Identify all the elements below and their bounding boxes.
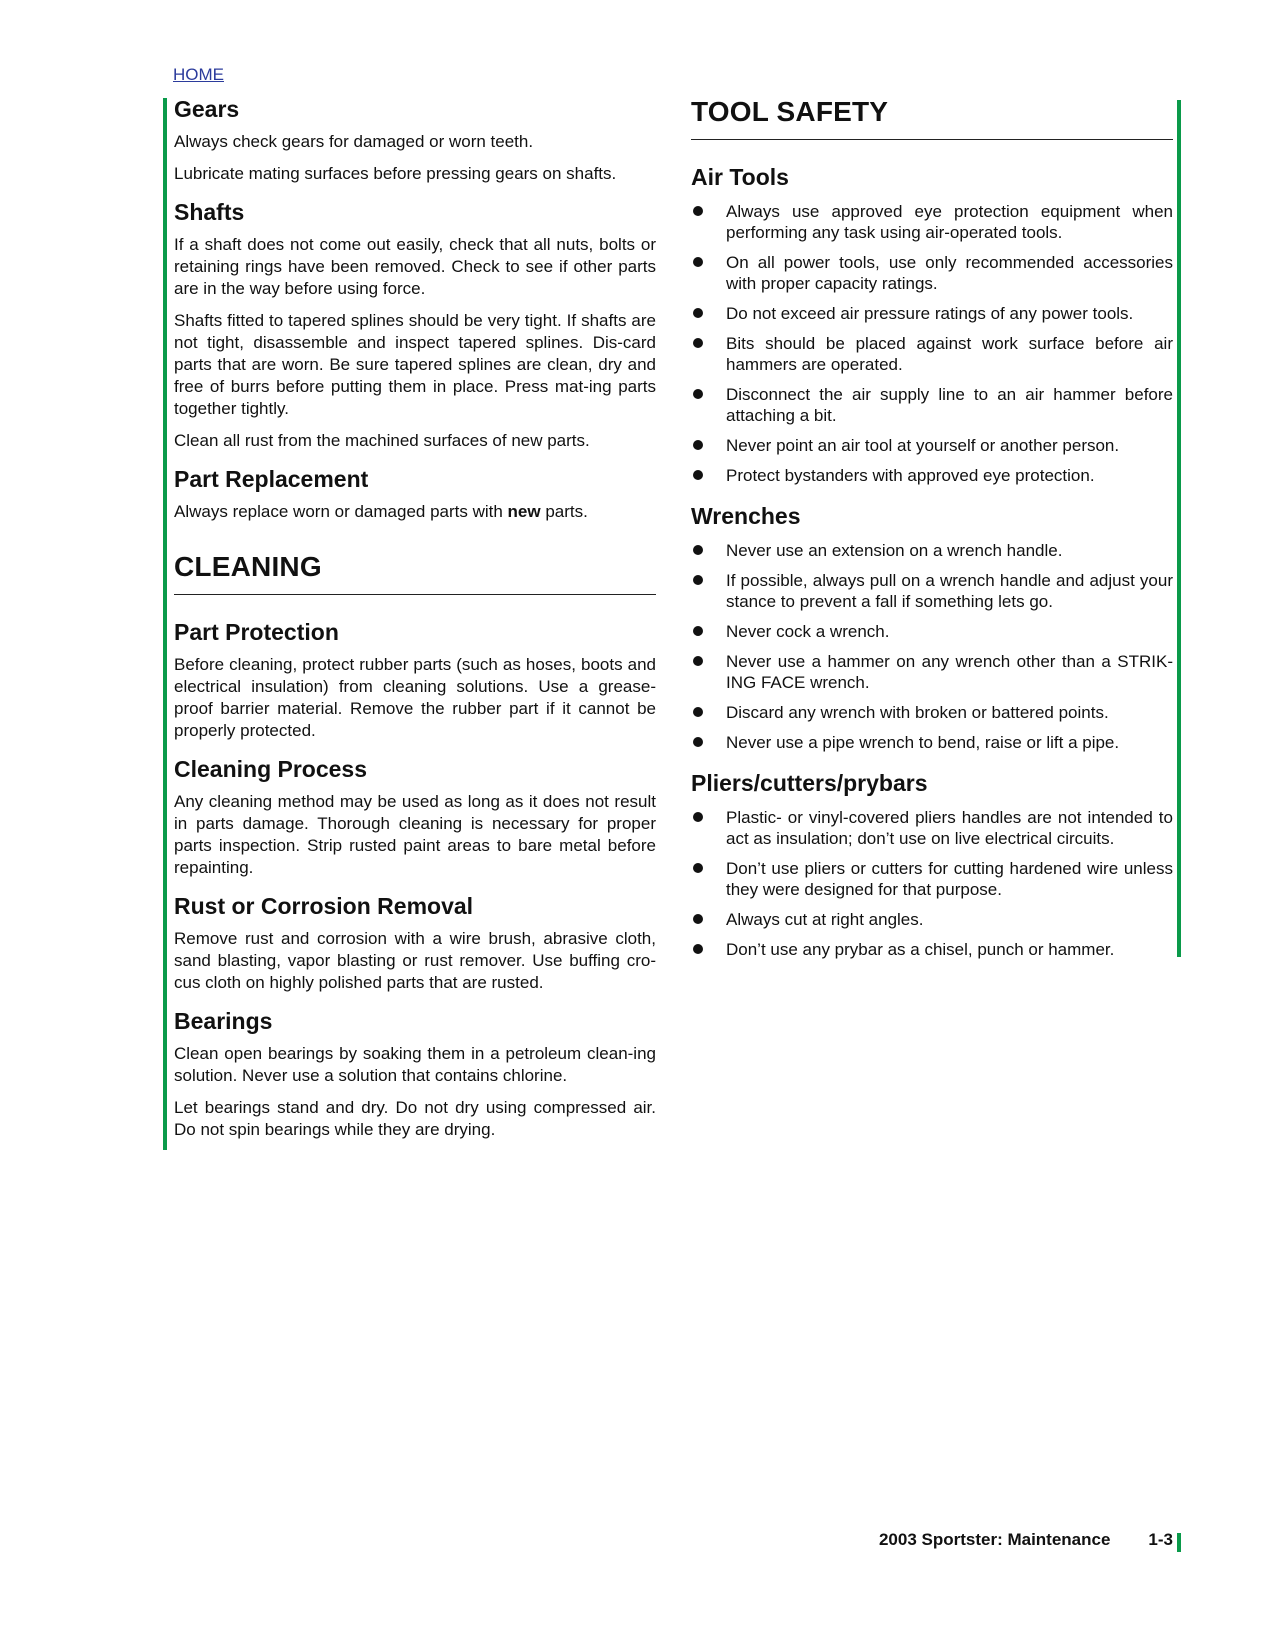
list-item: Plastic- or vinyl-covered pliers handles are not intended to act as insulation; don’t use on live electrical circuits.: [691, 807, 1173, 849]
gears-text-1: Always check gears for damaged or worn teeth.: [174, 132, 534, 151]
right-column: [691, 96, 1173, 969]
tool-safety-heading: TOOL SAFETY: [691, 96, 1173, 140]
wrenches-list: [691, 540, 1173, 753]
air-tools-heading: Air Tools: [691, 164, 789, 190]
cleaning-heading: CLEANING: [174, 551, 656, 595]
cleaning-process-text: Any cleaning method may be used as long as it does not result in parts damage. Thorough cleaning is necessary for proper parts inspection. Strip rusted paint areas to bare metal before repainting.: [174, 792, 656, 877]
list-item: If possible, always pull on a wrench handle and adjust your stance to prevent a fall if something lets go.: [691, 570, 1173, 612]
bullet-icon: [693, 944, 703, 954]
list-item: Bits should be placed against work surface before air hammers are operated.: [691, 333, 1173, 375]
right-change-bar: [1177, 100, 1181, 957]
bullet-icon: [693, 656, 703, 666]
bullet-icon: [693, 707, 703, 717]
rust-removal-text: Remove rust and corrosion with a wire brush, abrasive cloth, sand blasting, vapor blasting or rust remover. Use buffing cro-cus cloth on highly polished parts that are rusted.: [174, 929, 656, 992]
list-item: Don’t use pliers or cutters for cutting hardened wire unless they were designed for that purpose.: [691, 858, 1173, 900]
list-item: Discard any wrench with broken or battered points.: [691, 702, 1173, 723]
gears-text-2: Lubricate mating surfaces before pressing gears on shafts.: [174, 164, 617, 183]
bullet-icon: [693, 914, 703, 924]
bullet-icon: [693, 389, 703, 399]
bullet-icon: [693, 440, 703, 450]
pliers-list: [691, 807, 1173, 960]
bullet-icon: [693, 206, 703, 216]
list-item: Never use an extension on a wrench handle.: [691, 540, 1173, 561]
part-protection-heading: Part Protection: [174, 619, 339, 645]
bullet-icon: [693, 545, 703, 555]
left-change-bar: [163, 98, 167, 1150]
shafts-text-3: Clean all rust from the machined surfaces of new parts.: [174, 431, 590, 450]
bullet-icon: [693, 308, 703, 318]
list-item: On all power tools, use only recommended accessories with proper capacity ratings.: [691, 252, 1173, 294]
page-number: 1-3: [1148, 1530, 1173, 1549]
bearings-text-1: Clean open bearings by soaking them in a petroleum clean-ing solution. Never use a solution that contains chlorine.: [174, 1044, 656, 1085]
bullet-icon: [693, 863, 703, 873]
wrenches-heading: Wrenches: [691, 503, 801, 529]
gears-heading: Gears: [174, 96, 240, 122]
part-protection-text: Before cleaning, protect rubber parts (such as hoses, boots and electrical insulation) from cleaning solutions. Use a grease-proof barrier material. Remove the rubber part if it cannot be properly protected.: [174, 655, 656, 740]
list-item: Do not exceed air pressure ratings of any power tools.: [691, 303, 1173, 324]
list-item: Never use a hammer on any wrench other than a STRIK-ING FACE wrench.: [691, 651, 1173, 693]
bullet-icon: [693, 338, 703, 348]
air-tools-list: [691, 201, 1173, 486]
page-footer: [879, 1530, 1173, 1550]
part-replacement-text: Always replace worn or damaged parts with new parts.: [174, 502, 588, 521]
bullet-icon: [693, 626, 703, 636]
left-column: [174, 96, 656, 1151]
footer-title: 2003 Sportster: Maintenance: [878, 1530, 1111, 1549]
pliers-heading: Pliers/cutters/prybars: [691, 770, 928, 796]
bullet-icon: [693, 575, 703, 585]
bullet-icon: [693, 737, 703, 747]
list-item: Always cut at right angles.: [691, 909, 1173, 930]
list-item: Never cock a wrench.: [691, 621, 1173, 642]
bullet-icon: [693, 257, 703, 267]
part-replacement-heading: Part Replacement: [174, 466, 369, 492]
rust-removal-heading: Rust or Corrosion Removal: [174, 893, 474, 919]
list-item: Never use a pipe wrench to bend, raise or lift a pipe.: [691, 732, 1173, 753]
list-item: Always use approved eye protection equipment when performing any task using air-operated tools.: [691, 201, 1173, 243]
home-link[interactable]: HOME: [173, 65, 224, 84]
list-item: Protect bystanders with approved eye protection.: [691, 465, 1173, 486]
shafts-heading: Shafts: [174, 199, 245, 225]
list-item: Don’t use any prybar as a chisel, punch or hammer.: [691, 939, 1173, 960]
list-item: Never point an air tool at yourself or another person.: [691, 435, 1173, 456]
footer-change-bar: [1177, 1533, 1181, 1552]
bullet-icon: [693, 470, 703, 480]
list-item: Disconnect the air supply line to an air hammer before attaching a bit.: [691, 384, 1173, 426]
bearings-heading: Bearings: [174, 1008, 273, 1034]
shafts-text-2: Shafts fitted to tapered splines should be very tight. If shafts are not tight, disassemble and inspect tapered splines. Dis-card parts that are worn. Be sure tapered splines are clean, dry and free of burrs before putting them in place. Press mat-ing parts together tightly.: [174, 311, 656, 418]
shafts-text-1: If a shaft does not come out easily, check that all nuts, bolts or retaining rings have been removed. Check to see if other parts are in the way before using force.: [174, 235, 656, 298]
cleaning-process-heading: Cleaning Process: [174, 756, 368, 782]
bullet-icon: [693, 812, 703, 822]
bearings-text-2: Let bearings stand and dry. Do not dry using compressed air. Do not spin bearings while they are drying.: [174, 1098, 656, 1139]
